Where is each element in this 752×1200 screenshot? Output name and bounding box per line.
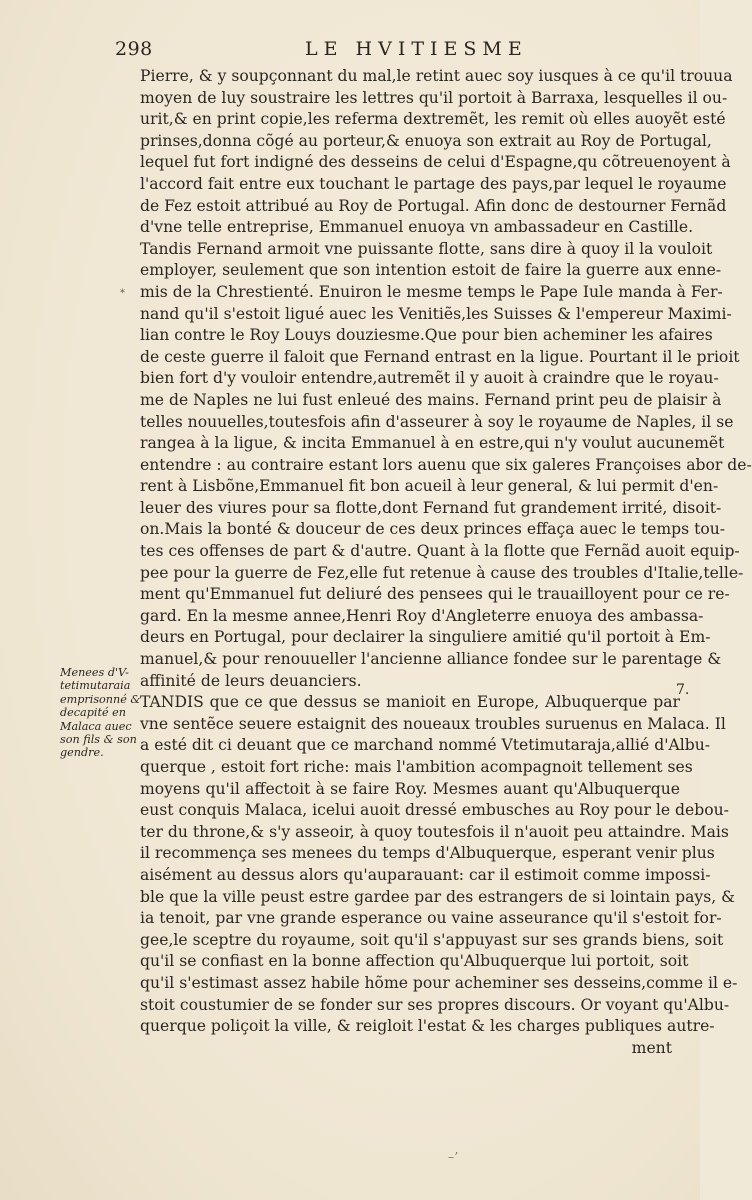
- text-line: bien fort d'y vouloir entendre,autremẽt il y auoit à craindre que le royau-: [140, 369, 719, 388]
- text-line: leuer des viures pour sa flotte,dont Fernand fut grandement irrité, disoit-: [140, 498, 722, 517]
- text-line: pee pour la guerre de Fez,elle fut retenue à cause des troubles d'Italie,telle-: [140, 563, 744, 582]
- text-line: me de Naples ne lui fust enleué des mains. Fernand print peu de plaisir à: [140, 390, 722, 409]
- text-line: prinses,donna cõgé au porteur,& enuoya son extrait au Roy de Portugal,: [140, 131, 712, 150]
- sidenote-line: gendre.: [60, 746, 104, 760]
- text-line: il recommença ses menees du temps d'Albuquerque, esperant venir plus: [140, 844, 715, 863]
- text-line: Tandis Fernand armoit vne puissante flotte, sans dire à quoy il la vouloit: [140, 239, 713, 258]
- text-line: a esté dit ci deuant que ce marchand nommé Vtetimutaraja,allié d'Albu-: [140, 736, 711, 755]
- text-line: entendre : au contraire estant lors auenu que six galeres Françoises abor de-: [140, 455, 752, 474]
- page-header: [115, 38, 675, 62]
- sidenote-line: decapité en: [60, 706, 126, 720]
- text-line: rangea à la ligue, & incita Emmanuel à en estre,qui n'y voulut aucunemẽt: [140, 434, 725, 453]
- text-line: ment qu'Emmanuel fut deliuré des pensees qui le trauailloyent pour ce re-: [140, 585, 730, 604]
- text-line: lequel fut fort indigné des desseins de celui d'Espagne,qu cõtreuenoyent à: [140, 153, 731, 172]
- body-text: [140, 66, 752, 1059]
- margin-section-number: 7.: [676, 682, 690, 698]
- text-line: stoit coustumier de se fonder sur ses propres discours. Or voyant qu'Albu-: [140, 995, 730, 1014]
- text-line: rent à Lisbõne,Emmanuel fit bon acueil à leur general, & lui permit d'en-: [140, 477, 719, 496]
- text-line: moyen de luy soustraire les lettres qu'il portoit à Barraxa, lesquelles il ou-: [140, 88, 728, 107]
- text-line: ble que la ville peust estre gardee par des estrangers de si lointain pays, &: [140, 887, 736, 906]
- text-line: de ceste guerre il faloit que Fernand entrast en la ligue. Pourtant il le prioit: [140, 347, 740, 366]
- text-line: l'accord fait entre eux touchant le partage des pays,par lequel le royaume: [140, 174, 727, 193]
- text-line: on.Mais la bonté & douceur de ces deux princes effaça auec le temps tou-: [140, 520, 726, 539]
- text-line: ia tenoit, par vne grande esperance ou vaine asseurance qu'il s'estoit for-: [140, 909, 722, 928]
- text-line: querque poliçoit la ville, & reigloit l'estat & les charges publiques autre-: [140, 1017, 715, 1036]
- foot-mark: –ʼ: [448, 1150, 458, 1164]
- text-line: eust conquis Malaca, icelui auoit dressé embusches au Roy pour le debou-: [140, 801, 729, 820]
- page-number: 298: [115, 38, 153, 60]
- running-head: LE HVITIESME: [305, 38, 528, 60]
- text-line: vne sentẽce seuere estaignit des noueaux troubles suruenus en Malaca. Il: [140, 714, 726, 733]
- text-line: ter du throne,& s'y asseoir, à quoy toutesfois il n'auoit peu attaindre. Mais: [140, 822, 729, 841]
- text-line: gard. En la mesme annee,Henri Roy d'Angleterre enuoya des ambassa-: [140, 606, 704, 625]
- margin-sidenote: [60, 666, 140, 760]
- text-line: manuel,& pour renouueller l'ancienne alliance fondee sur le parentage &: [140, 650, 722, 669]
- sidenote-line: Menees d'V-: [60, 666, 129, 679]
- text-line: deurs en Portugal, pour declairer la singuliere amitié qu'il portoit à Em-: [140, 628, 711, 647]
- text-line: mis de la Chrestienté. Enuiron le mesme temps le Pape Iule manda à Fer-: [140, 282, 723, 301]
- text-line: nand qu'il s'estoit ligué auec les Venitiẽs,les Suisses & l'empereur Maximi-: [140, 304, 732, 323]
- sidenote-line: emprisonné &: [60, 692, 141, 706]
- text-line: aisément au dessus alors qu'auparauant: car il estimoit comme impossi-: [140, 865, 711, 884]
- text-line: d'vne telle entreprise, Emmanuel enuoya vn ambassadeur en Castille.: [140, 218, 694, 237]
- text-line: lian contre le Roy Louys douziesme.Que pour bien acheminer les afaires: [140, 326, 713, 345]
- text-line-opening: TANDIS que ce que dessus se manioit en Europe, Albuquerque par: [140, 693, 680, 712]
- margin-asterisk: *: [120, 288, 125, 299]
- text-line: querque , estoit fort riche: mais l'ambition acompagnoit tellement ses: [140, 758, 693, 776]
- text-line: moyens qu'il affectoit à se faire Roy. Mesmes auant qu'Albuquerque: [140, 779, 680, 798]
- text-line: Pierre, & y soupçonnant du mal,le retint auec soy iusques à ce qu'il trouua: [140, 67, 733, 85]
- text-line: de Fez estoit attribué au Roy de Portugal. Afin donc de destourner Fernãd: [140, 196, 727, 215]
- text-line: qu'il s'estimast assez habile hõme pour acheminer ses desseins,comme il e-: [140, 973, 738, 992]
- text-line: telles nouuelles,toutesfois afin d'asseurer à soy le royaume de Naples, il se: [140, 412, 734, 431]
- sidenote-line: tetimutaraia: [60, 679, 131, 693]
- text-line: tes ces offenses de part & d'autre. Quant à la flotte que Fernãd auoit equip-: [140, 542, 740, 561]
- text-line: urit,& en print copie,les referma dextremẽt, les remit où elles auoyẽt esté: [140, 110, 726, 129]
- sidenote-line: son fils & son: [60, 733, 137, 747]
- text-line: affinité de leurs deuanciers.: [140, 671, 362, 690]
- text-line: qu'il se confiast en la bonne affection qu'Albuquerque lui portoit, soit: [140, 952, 689, 971]
- catchword: ment: [631, 1038, 672, 1057]
- text-line: employer, seulement que son intention estoit de faire la guerre aux enne-: [140, 261, 722, 280]
- sidenote-line: Malaca auec: [60, 719, 132, 733]
- text-line: gee,le sceptre du royaume, soit qu'il s'appuyast sur ses grands biens, soit: [140, 930, 724, 949]
